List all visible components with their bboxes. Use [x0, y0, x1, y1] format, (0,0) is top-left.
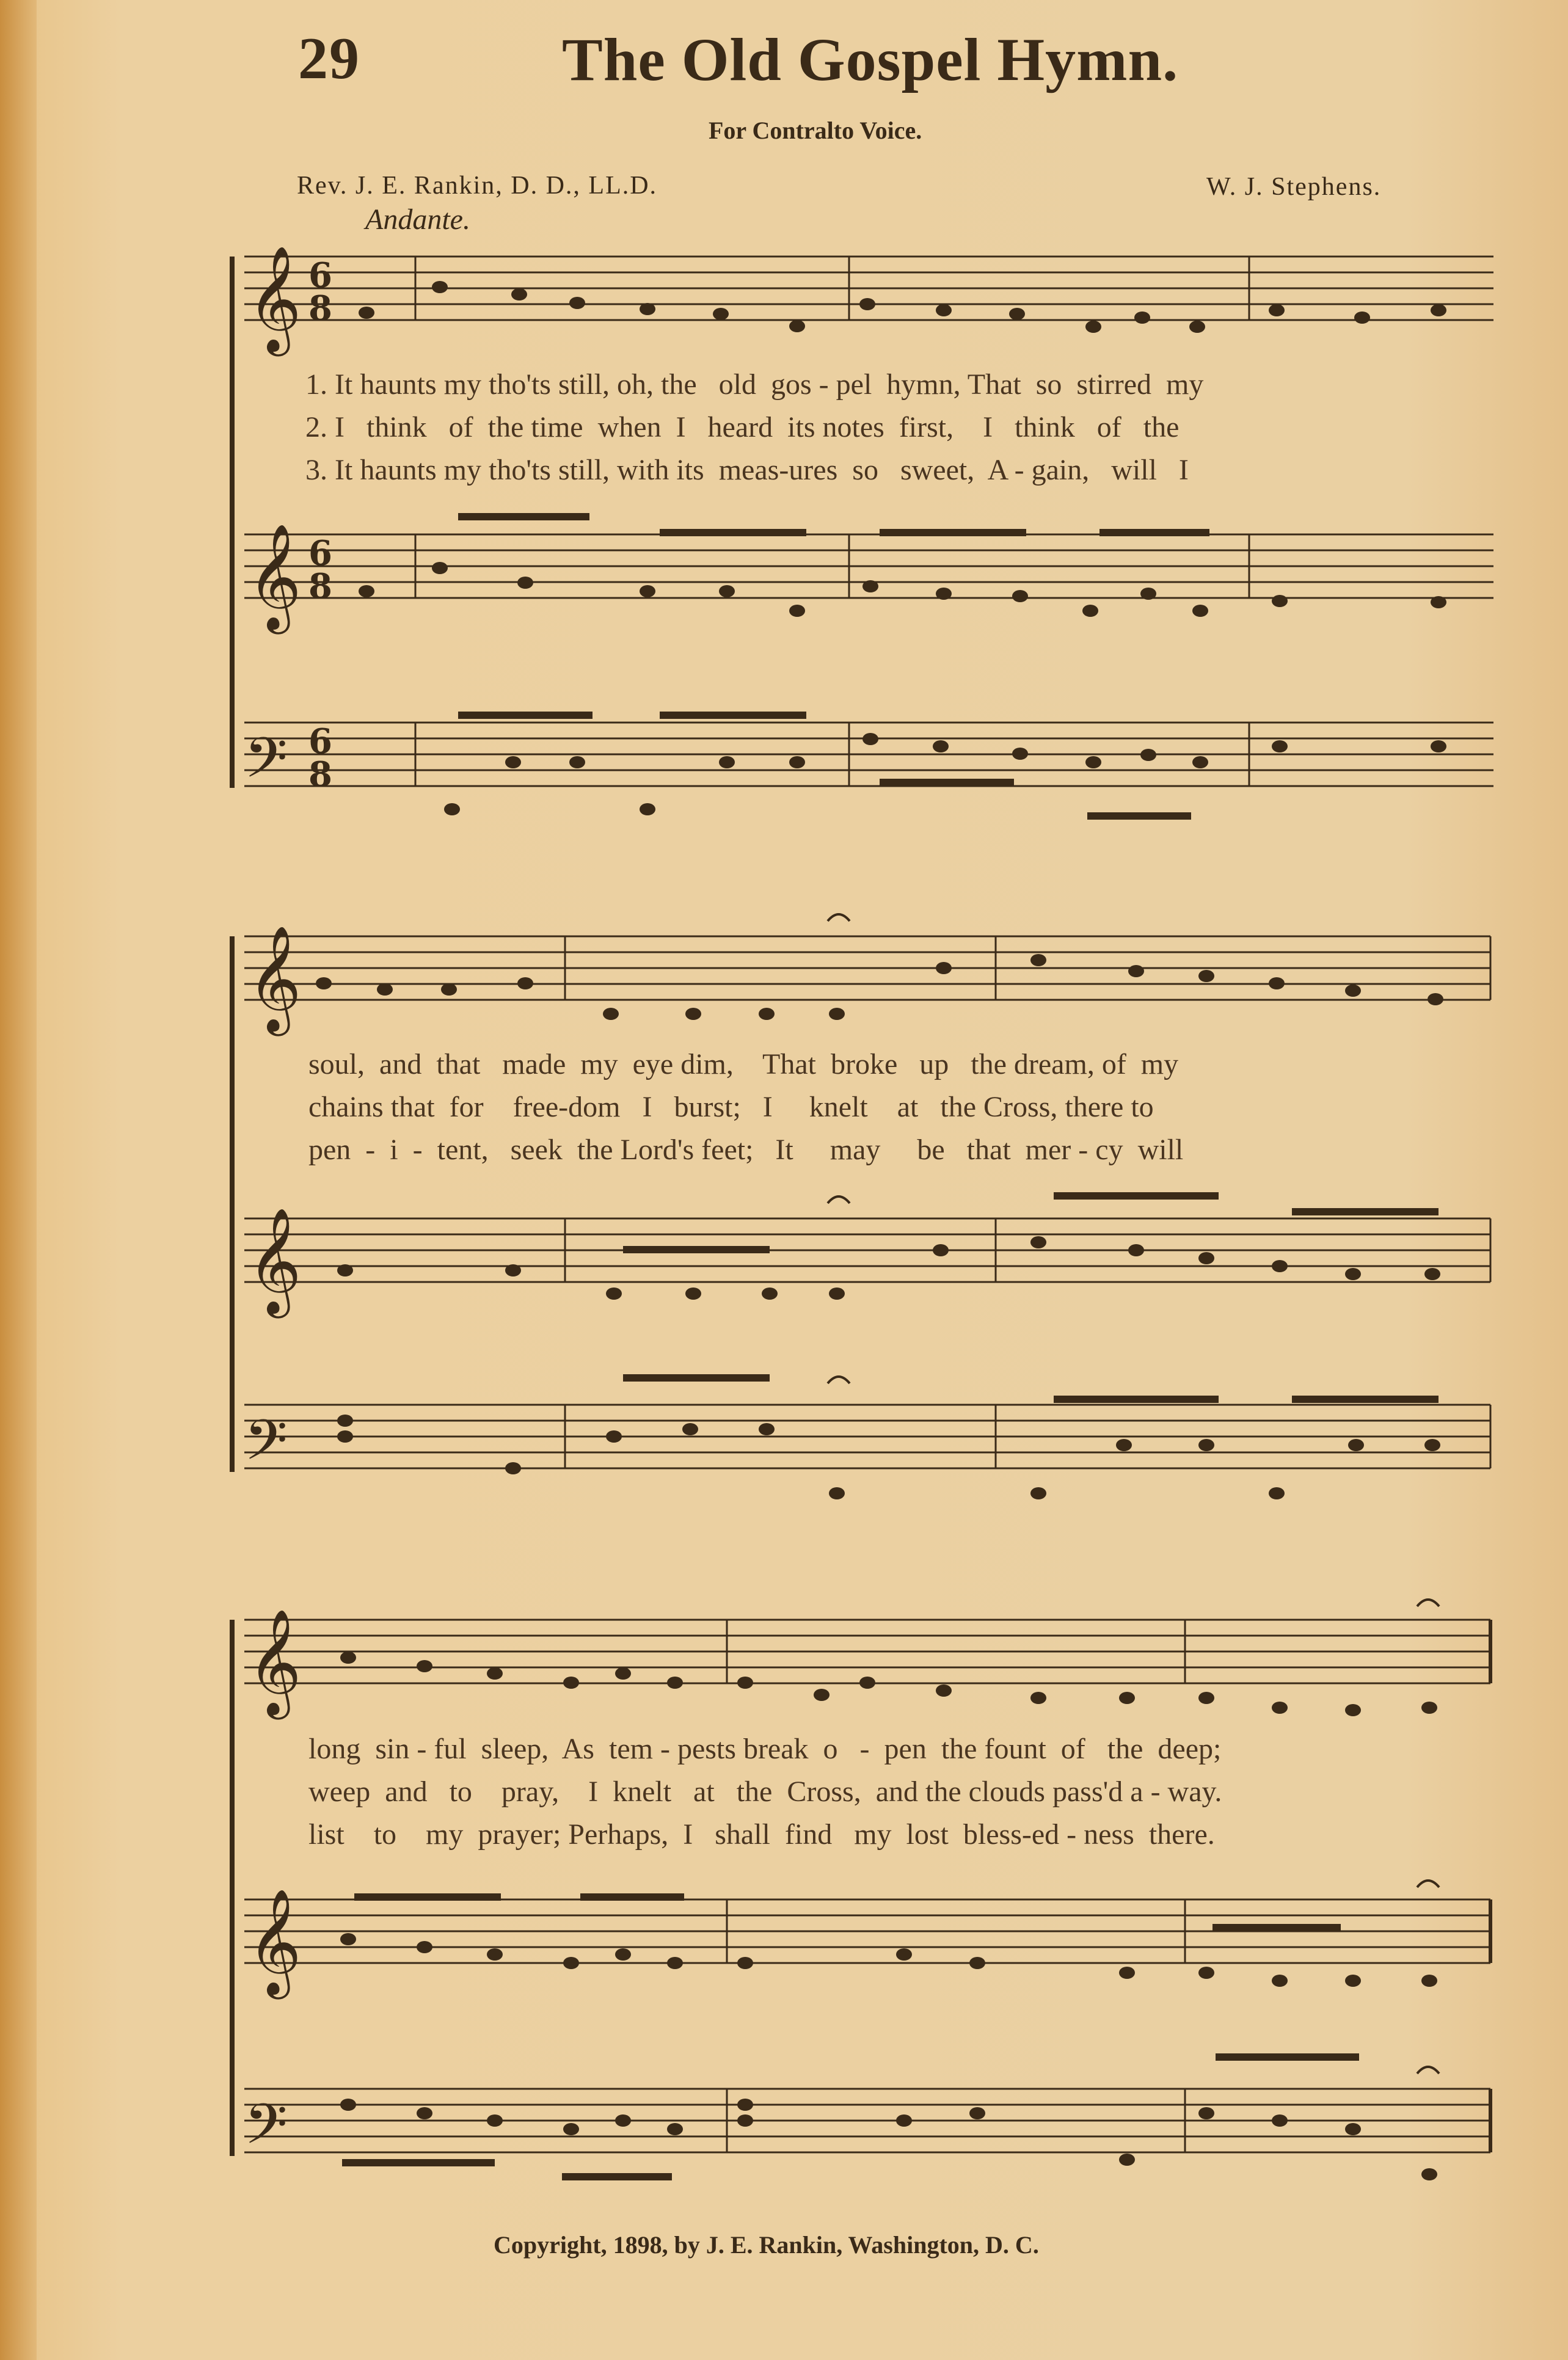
- lyric-line: list to my prayer; Perhaps, I shall find my lost bless-ed - ness there.: [308, 1818, 1215, 1851]
- composer-credit: W. J. Stephens.: [1206, 173, 1382, 201]
- system-2-bass-staff: [244, 1405, 1490, 1468]
- lyric-line: pen - i - tent, seek the Lord's feet; It may be that mer - cy will: [308, 1134, 1184, 1166]
- treble-clef-icon: 𝄞: [247, 925, 302, 1032]
- lyric-line: weep and to pray, I knelt at the Cross, and the clouds pass'd a - way.: [308, 1775, 1222, 1808]
- system-3-bass-staff: [244, 2089, 1490, 2152]
- copyright-notice: Copyright, 1898, by J. E. Rankin, Washington, D. C.: [494, 2231, 1039, 2259]
- treble-clef-icon: 𝄞: [247, 1888, 302, 1995]
- lyric-line: soul, and that made my eye dim, That broke up the dream, of my: [308, 1048, 1179, 1080]
- treble-clef-icon: 𝄞: [247, 246, 302, 352]
- svg-text:8: 8: [308, 566, 332, 606]
- system-1-notes: [359, 281, 1446, 815]
- bass-clef-icon: 𝄢: [244, 2092, 288, 2170]
- lyric-line: chains that for free-dom I burst; I knelt at the Cross, there to: [308, 1091, 1154, 1123]
- system-3-vocal-staff: [244, 1620, 1490, 1683]
- treble-clef-icon: 𝄞: [247, 1609, 302, 1715]
- lyric-line: 1. It haunts my tho'ts still, oh, the old gos - pel hymn, That so stirred my: [305, 368, 1204, 401]
- system-2-vocal-staff: [244, 936, 1490, 1000]
- lyric-line: 2. I think of the time when I heard its notes first, I think of the: [305, 411, 1180, 443]
- treble-clef-icon: 𝄞: [247, 1207, 302, 1314]
- system-2-notes: [316, 954, 1443, 1499]
- treble-clef-icon: 𝄞: [247, 523, 302, 630]
- voice-note: For Contralto Voice.: [709, 117, 922, 144]
- svg-text:6: 6: [308, 255, 332, 296]
- hymn-title: The Old Gospel Hymn.: [562, 26, 1179, 93]
- system-1-vocal-staff: [244, 257, 1493, 320]
- svg-text:6: 6: [308, 721, 332, 762]
- bass-clef-icon: 𝄢: [244, 726, 288, 804]
- bass-clef-icon: 𝄢: [244, 1408, 288, 1486]
- lyric-line: long sin - ful sleep, As tem - pests break o - pen the fount of the deep;: [308, 1733, 1222, 1765]
- svg-text:8: 8: [308, 754, 332, 795]
- svg-text:6: 6: [308, 533, 332, 574]
- system-1-bass-staff: [244, 723, 1493, 786]
- page-number: 29: [298, 26, 360, 92]
- svg-text:8: 8: [308, 288, 332, 329]
- system-2-treble-staff: [244, 1218, 1490, 1282]
- time-signature-6-8: [308, 255, 332, 795]
- tempo-marking: Andante.: [365, 203, 470, 236]
- lyric-line: 3. It haunts my tho'ts still, with its meas-ures so sweet, A - gain, will I: [305, 454, 1189, 486]
- lyricist-credit: Rev. J. E. Rankin, D. D., LL.D.: [297, 172, 658, 200]
